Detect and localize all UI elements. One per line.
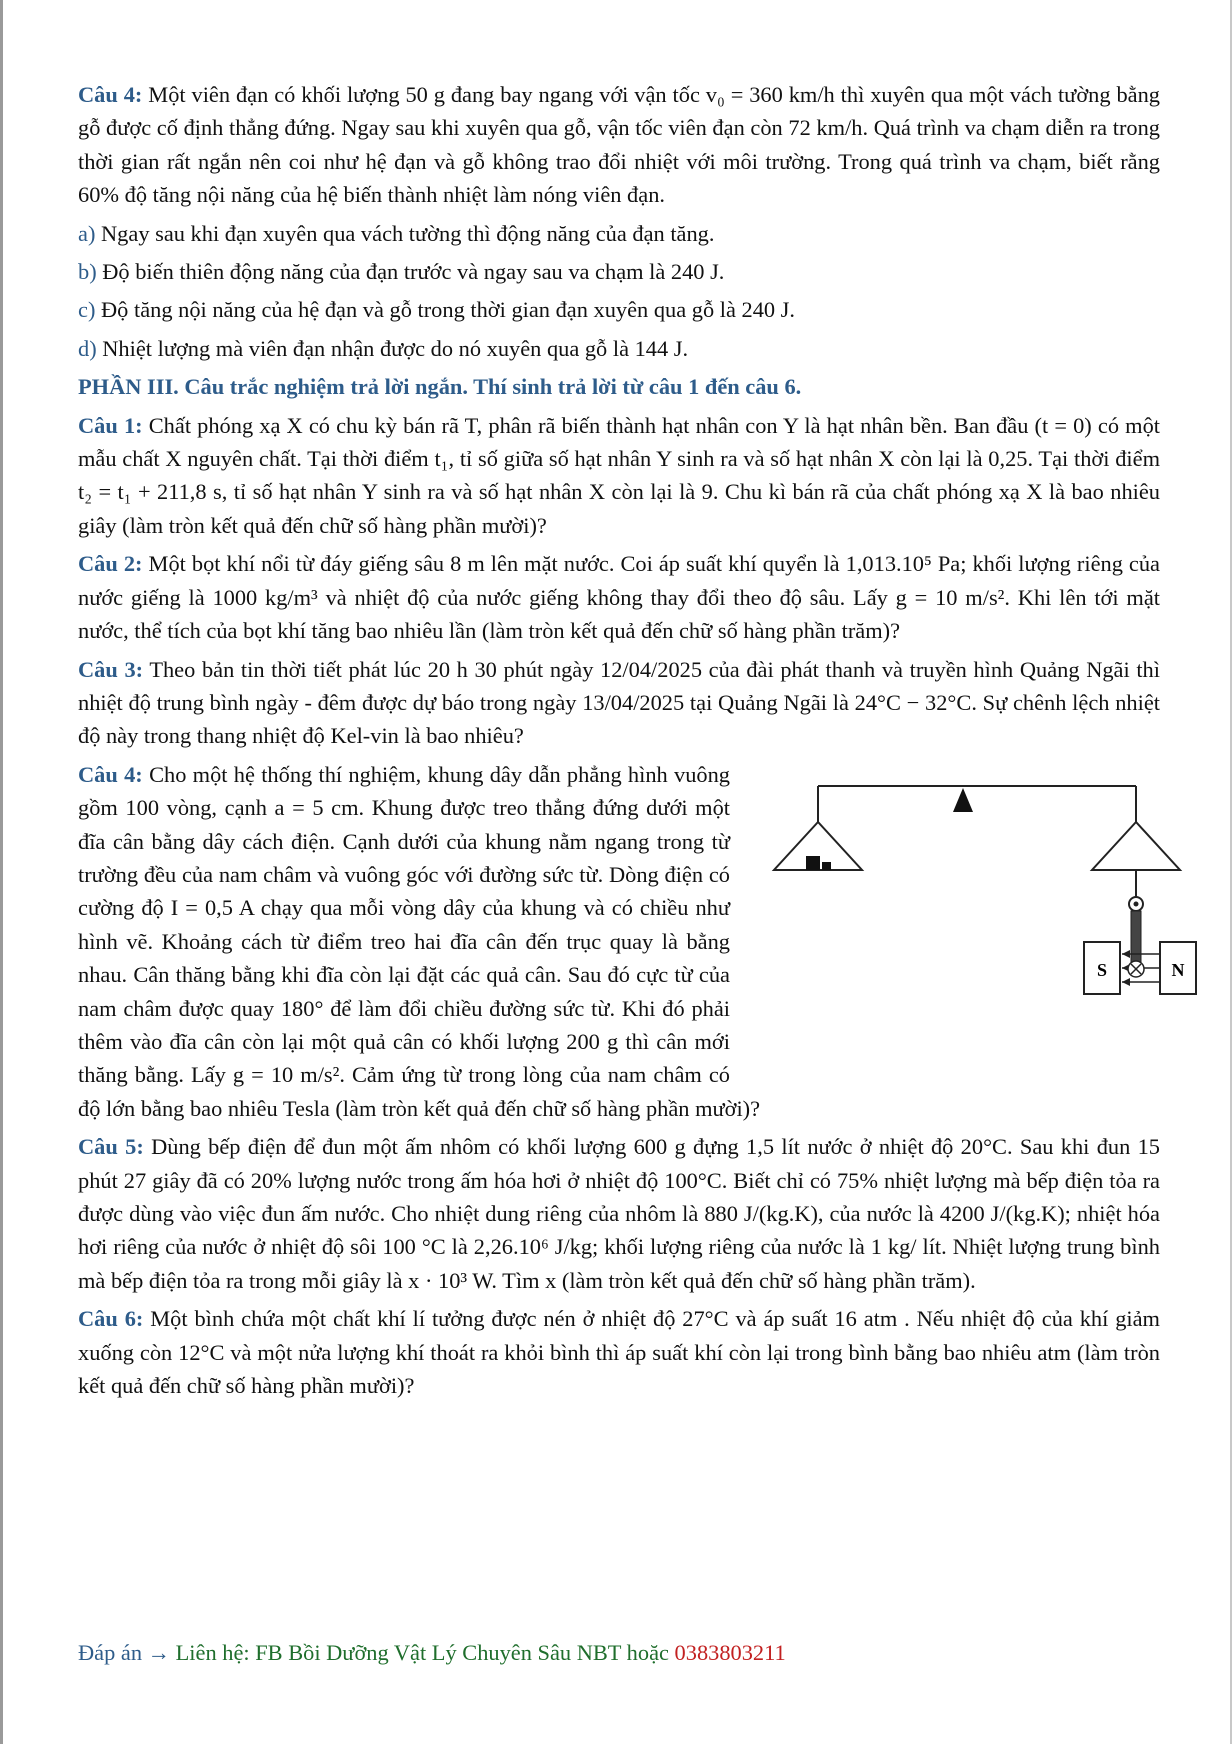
option-b: [78, 255, 1160, 288]
question-text: Một bọt khí nổi từ đáy giếng sâu 8 m lên mặt nước. Coi áp suất khí quyển là 1,013.10⁵ Pa; khối lượng riêng của nước giếng là 1000 kg/m³ và nhiệt độ của nước giếng không thay đổi theo độ sâu. Lấy g = 10 m/s². Khi lên tới mặt nước, thể tích của bọt khí tăng bao nhiêu lần (làm tròn kết quả đến chữ số hàng phần trăm)?: [78, 551, 1160, 644]
option-label: d): [78, 335, 97, 361]
option-a: [78, 217, 1160, 250]
question-block: [78, 1130, 1160, 1297]
option-c: [78, 293, 1160, 326]
question-label: Câu 6:: [78, 1306, 144, 1332]
pole-n-label: N: [1171, 959, 1185, 980]
option-text: Độ biến thiên động năng của đạn trước và ngay sau va chạm là 240 J.: [102, 259, 725, 285]
pivot-icon: [953, 788, 973, 812]
option-label: c): [78, 297, 96, 323]
question-block: [78, 78, 1160, 212]
option-text: Ngay sau khi đạn xuyên qua vách tường thì động năng của đạn tăng.: [101, 220, 715, 246]
option-text: Nhiệt lượng mà viên đạn nhận được do nó xuyên qua gỗ là 144 J.: [102, 335, 689, 361]
right-pan: [1092, 822, 1180, 870]
option-label: a): [78, 220, 96, 246]
question-text: Theo bản tin thời tiết phát lúc 20 h 30 phút ngày 12/04/2025 của đài phát thanh và truyền hình Quảng Ngãi thì nhiệt độ trung bình ngày - đêm được dự báo trong ngày 13/04/2025 tại Quảng Ngãi là 24°C − 32°C. Sự chênh lệch nhiệt độ này trong thang nhiệt độ Kel-vin là bao nhiêu?: [78, 656, 1160, 749]
option-label: b): [78, 259, 97, 285]
question-text: Một viên đạn có khối lượng 50 g đang bay ngang với vận tốc v₀ = 360 km/h thì xuyên qua một vách tường bằng gỗ được cố định thẳng đứng. Ngay sau khi xuyên qua gỗ, vận tốc viên đạn còn 72 km/h. Quá trình va chạm diễn ra trong thời gian rất ngắn nên coi như hệ đạn và gỗ không trao đổi nhiệt với môi trường. Trong quá trình va chạm, biết rằng 60% độ tăng nội năng của hệ biến thành nhiệt làm nóng viên đạn.: [78, 82, 1160, 208]
weight-icon: [822, 862, 831, 870]
question-block: [78, 758, 1185, 1125]
question-text: Dùng bếp điện để đun một ấm nhôm có khối lượng 600 g đựng 1,5 lít nước ở nhiệt độ 20°C. Sau khi đun 15 phút 27 giây đã có 20% lượng nước trong ấm hóa hơi ở nhiệt độ 100°C. Biết chỉ có 75% nhiệt lượng mà bếp điện tỏa ra được dùng vào việc đun ấm nước. Cho nhiệt dung riêng của nhôm là 880 J/(kg.K), của nước là 4200 J/(kg.K); nhiệt hóa hơi riêng của nước ở nhiệt độ sôi 100 °C là 2,26.10⁶ J/kg; khối lượng riêng của nước là 1 kg/ lít. Nhiệt lượng trung bình mà bếp điện tỏa ra trong mỗi giây là x · 10³ W. Tìm x (làm tròn kết quả đến chữ số hàng phần trăm).: [78, 1134, 1160, 1293]
question-block: [78, 409, 1160, 543]
phone-number: 0383803211: [674, 1640, 786, 1665]
option-text: Độ tăng nội năng của hệ đạn và gỗ trong thời gian đạn xuyên qua gỗ là 240 J.: [101, 297, 795, 323]
question-block: [78, 1302, 1160, 1402]
document-page: [78, 78, 1185, 1407]
question-label: Câu 3:: [78, 656, 144, 682]
field-arrow-icon: [1122, 950, 1130, 958]
page-border-left: [0, 0, 3, 1744]
balance-magnet-figure: [740, 764, 1185, 1062]
weight-icon: [806, 856, 820, 870]
question-text: Một bình chứa một chất khí lí tưởng được nén ở nhiệt độ 27°C và áp suất 16 atm . Nếu nhiệt độ của khí giảm xuống còn 12°C và một nửa lượng khí thoát ra khỏi bình thì áp suất khí còn lại trong bình bằng bao nhiêu atm (làm tròn kết quả đến chữ số hàng phần mười)?: [78, 1306, 1160, 1399]
question-text: Chất phóng xạ X có chu kỳ bán rã T, phân rã biến thành hạt nhân con Y là hạt nhân bền. Ban đầu (t = 0) có một mẫu chất X nguyên chất. Tại thời điểm t₁, tỉ số giữa số hạt nhân Y sinh ra và số hạt nhân X còn lại là 0,25. Tại thời điểm t₂ = t₁ + 211,8 s, tỉ số hạt nhân Y sinh ra và số hạt nhân X còn lại là 9. Chu kì bán rã của chất phóng xạ X là bao nhiêu giây (làm tròn kết quả đến chữ số hàng phần mười)?: [78, 412, 1160, 538]
question-text: Cho một hệ thống thí nghiệm, khung dây dẫn phẳng hình vuông gồm 100 vòng, cạnh a = 5 cm. Khung được treo thẳng đứng dưới một đĩa cân bằng dây cách điện. Cạnh dưới của khung nằm ngang trong từ trường đều của nam châm và vuông góc với đường sức từ. Dòng điện có cường độ I = 0,5 A chạy qua mỗi vòng dây của khung và có chiều như hình vẽ. Khoảng cách từ điểm treo hai đĩa cân đến trục quay là bằng nhau. Cân thăng bằng khi đĩa còn lại đặt các quả cân. Sau đó cực từ của nam châm được quay 180° để làm đổi chiều đường sức từ. Khi đó phải thêm vào đĩa cân còn lại một quả cân có khối lượng 200 g thì cân mới thăng bằng. Lấy g = 10 m/s². Cảm ứng từ trong lòng của nam châm có độ lớn bằng bao nhiêu Tesla (làm tròn kết quả đến chữ số hàng phần mười)?: [78, 761, 761, 1121]
question-label: Câu 5:: [78, 1134, 144, 1160]
question-block: [78, 653, 1160, 753]
question-block: [78, 547, 1160, 647]
answer-label: Đáp án →: [78, 1640, 171, 1665]
hook-center: [1134, 901, 1139, 906]
section-heading: PHẦN III. Câu trắc nghiệm trả lời ngắn. Thí sinh trả lời từ câu 1 đến câu 6.: [78, 374, 802, 400]
pole-s-label: S: [1096, 959, 1108, 980]
option-d: [78, 332, 1160, 365]
question-label: Câu 2:: [78, 551, 143, 577]
question-label: Câu 4:: [78, 761, 143, 787]
field-arrow-icon: [1122, 978, 1130, 986]
contact-text: Liên hệ: FB Bồi Dưỡng Vật Lý Chuyên Sâu NBT hoặc: [170, 1640, 675, 1665]
question-label: Câu 1:: [78, 412, 143, 438]
question-label: Câu 4:: [78, 82, 143, 107]
footer-contact: [78, 1640, 786, 1666]
